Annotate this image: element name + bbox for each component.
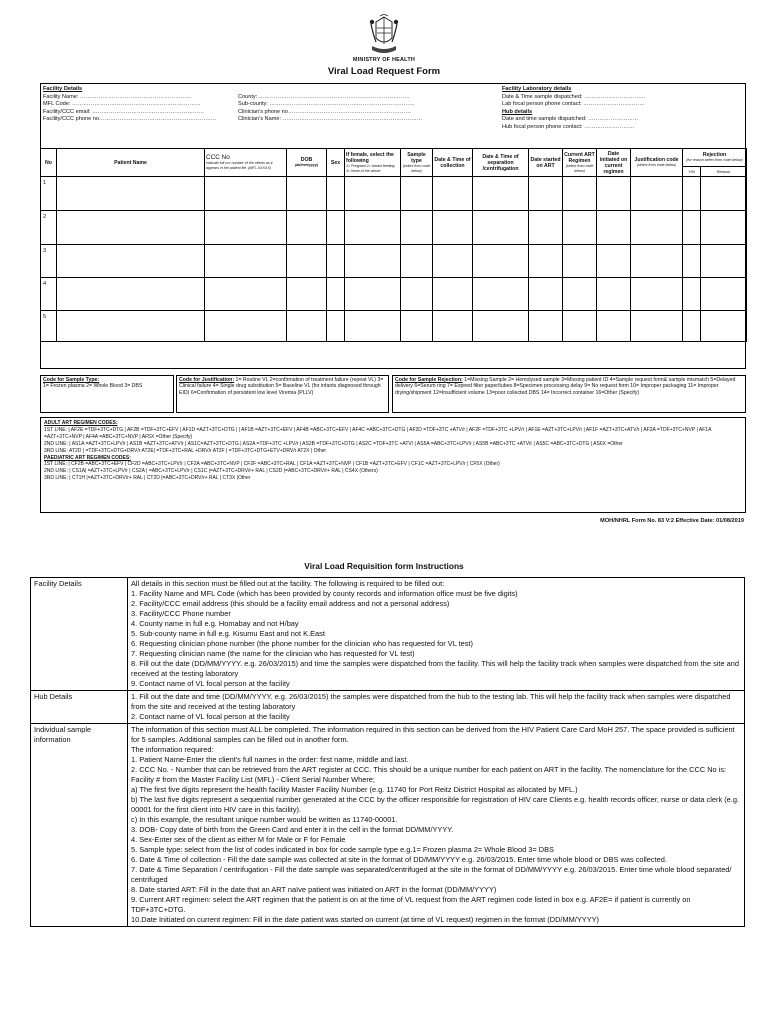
sample-row: [41, 177, 747, 211]
sample-cell[interactable]: [529, 311, 563, 342]
sample-cell[interactable]: [287, 245, 327, 278]
col-date-initiated: Date initiated on current regimen: [597, 149, 631, 177]
col-current-art: [563, 149, 597, 177]
dob-note: (dd/mm/yyyy): [294, 163, 319, 168]
row-number: 5: [41, 311, 57, 342]
clinician-name-field[interactable]: Clinician's Name: …………………………………………………………………: [238, 116, 423, 123]
current-art-note: (select from code below): [565, 164, 594, 173]
paed-third-line: 3RD LINE: | CT1H |=AZT+3TC+DRV/r+ RAL | CT2D |=ABC+3TC+DRV/r+ RAL | CT3X |Other: [44, 475, 251, 482]
instruction-line: 8. Date started ART: Fill in the date that an ART naïve patient was initiated on ART in the format (DD/MM/YYYY): [131, 885, 497, 894]
rejection-note: (for reason select from code below): [686, 158, 743, 163]
sample-cell[interactable]: [433, 177, 473, 211]
col-date-separation: Date & Time of separation /centrifugation: [473, 149, 529, 177]
sample-cell[interactable]: [683, 177, 701, 211]
row-number: 4: [41, 278, 57, 311]
sample-cell[interactable]: [473, 311, 529, 342]
ministry-heading: MINISTRY OF HEALTH: [352, 57, 416, 63]
sample-cell[interactable]: [287, 278, 327, 311]
adult-regimen-heading: ADULT ART REGIMEN CODES:: [44, 420, 118, 426]
facility-details-heading: Facility Details: [43, 86, 83, 92]
paed-regimen-heading: PAEDIATRIC ART REGIMEN CODES:: [44, 454, 131, 461]
col-female: [345, 149, 401, 177]
instruction-section: [31, 724, 745, 927]
sample-cell[interactable]: [597, 245, 631, 278]
female-note: 1= Pregnant 2= breast feeding 3= None of the above: [346, 164, 395, 173]
paed-second-line: 2ND LINE: | CS1A| =AZT+3TC+LPV/r | CS2A | =ABC+3TC+LPV/r | CS1C |=AZT+3TC+DRV/r+ RAL | CS2D |=ABC+3TC+DRV/r+ RAL | CS4X (Others): [44, 468, 378, 475]
sample-cell[interactable]: [345, 311, 401, 342]
instruction-line: 2. Contact name of VL focal person at the facility: [131, 712, 290, 721]
sample-cell[interactable]: [433, 245, 473, 278]
sample-cell[interactable]: [205, 278, 287, 311]
adult-second-line: 2ND LINE: | AS1A =AZT+3TC+LPV/r | AS1B =AZT+3TC+ATV/r | AS1C=AZT+3TC+DTG | AS2A =TDF+3TC +LPV/r | AS2B =TDF+3TC+DTG | AS2C =TDF+3TC +ATV/ | AS5A =ABC+3TC+LPV/r | AS5B =ABC+3TC +ATV/r | AS5C =ABC+3TC+DTG | AS6X =Other: [44, 440, 623, 447]
coat-of-arms-emblem: [368, 14, 400, 56]
col-justification: [631, 149, 683, 177]
col-no: No: [41, 149, 57, 177]
sample-cell[interactable]: [327, 311, 345, 342]
row-number: 1: [41, 177, 57, 211]
sample-cell[interactable]: [701, 278, 747, 311]
form-title: Viral Load Request Form: [327, 66, 441, 77]
current-art-label: Current ART Regimen: [564, 152, 595, 165]
sample-cell[interactable]: [563, 177, 597, 211]
sample-cell[interactable]: [205, 177, 287, 211]
sample-cell[interactable]: [529, 245, 563, 278]
facility-phone-field[interactable]: Facility/CCC phone no………………………………………………………: [43, 116, 217, 123]
facility-email-field[interactable]: Facility/CCC email: ……………………………………………………: [43, 108, 204, 115]
instruction-line: 6. Date & Time of collection - Fill the date sample was collected at site in the format of DD/MM/YYYY e.g. 26/03/2015. Enter time whole blood or DBS was collected.: [131, 855, 667, 864]
lab-focal-phone-field[interactable]: Lab focal person phone contact: ……………………………: [502, 101, 645, 108]
justification-code-box: [176, 375, 389, 413]
sample-cell[interactable]: [401, 311, 433, 342]
sample-cell[interactable]: [205, 211, 287, 245]
sample-cell[interactable]: [597, 278, 631, 311]
instruction-section: [31, 691, 745, 724]
instruction-line: 10.Date Initiated on current regimen: Fill in the date patient was started on current (at time of VL request) regimen in the format (DD/MM/YYYY): [131, 915, 600, 924]
sample-cell[interactable]: [701, 211, 747, 245]
col-patient-name: Patient Name: [57, 149, 205, 177]
sample-cell[interactable]: [473, 177, 529, 211]
col-ccc-no: [205, 149, 287, 177]
sample-cell[interactable]: [57, 278, 205, 311]
sample-cell[interactable]: [631, 245, 683, 278]
adult-third-line: 3RD LINE: AT2D | =TDF+3TC+DTG+DRV/r AT2E| =TDF+3TC+RAL +DRV/r AT2F | =TDF+3TC+DTG+ETV+DRV/r AT2X | Other: [44, 447, 327, 454]
instruction-section-body: [128, 578, 745, 691]
instruction-line: The information required:: [131, 745, 214, 754]
sample-cell[interactable]: [683, 245, 701, 278]
sample-cell[interactable]: [563, 211, 597, 245]
sample-cell[interactable]: [631, 311, 683, 342]
sample-cell[interactable]: [327, 177, 345, 211]
form-number: MOH/NHRL Form No. 83 V:2 Effective Date: 01/08/2019: [600, 518, 744, 524]
instruction-line: b) The last five digits represent a sequential number generated at the CCC by the officer responsible for registration of HIV care Clients e.g. health records officer, nurse or data clerk (e.g. 00001 for the first client into HIV care in this facility).: [131, 795, 739, 814]
instruction-line: 1. Patient Name-Enter the client's full names in the order: first name, middle and last.: [131, 755, 409, 764]
sample-cell[interactable]: [597, 177, 631, 211]
sample-cell[interactable]: [563, 278, 597, 311]
instruction-line: 5. Sub-county name in full e.g. Kisumu East and not K.East: [131, 629, 325, 638]
lab-details-heading: Facility Laboratory details: [502, 86, 572, 92]
sample-cell[interactable]: [205, 245, 287, 278]
lab-hub-details: [502, 86, 646, 132]
sample-row: [41, 245, 747, 278]
instruction-line: 4. County name in full e.g. Homabay and not H/bay: [131, 619, 299, 628]
sample-cell[interactable]: [57, 245, 205, 278]
sample-cell[interactable]: [287, 177, 327, 211]
sample-cell[interactable]: [683, 311, 701, 342]
rejection-code-title: Code for Sample Rejection:: [395, 377, 463, 383]
instruction-line: 1. Fill out the date and time (DD/MM/YYYY. e.g. 26/03/2015) the samples were dispatched from the hub to the testing lab. This will help the facility track when samples were dispatched from the site and received at the testing laboratory: [131, 692, 731, 711]
rejection-code-text: 1=Missing Sample 2= Hemolysed sample 3=Missing patient ID 4=Sample request form& sample mismatch 5=Delayed delivery 6=Serum ring 7= Expired filter paper/tubes 8=Specimen processing delay 9= No request form 10= Improper packaging 11= Improper drying/shipment 12=Insufficient volume 13=poor collected DBS 14= Incorrect container 16=Other (Specify): [395, 377, 736, 396]
sample-cell[interactable]: [327, 245, 345, 278]
instructions-title: Viral Load Requisition form Instructions: [304, 561, 464, 571]
sample-cell[interactable]: [433, 311, 473, 342]
sample-cell[interactable]: [401, 177, 433, 211]
instruction-line: 8. Fill out the date (DD/MM/YYYY. e.g. 26/03/2015) and time the samples were dispatched from the facility. This will help the facility track when samples were dispatched from the site and received at the testing laboratory: [131, 659, 739, 678]
justification-label: Justification code: [634, 157, 679, 164]
sample-type-code-title: Code for Sample Type:: [43, 377, 100, 383]
instruction-line: 7. Date & Time Separation / centrifugation - Fill the date sample was separated/centrifuged at the site in the format of DD/MM/YYYY e.g. 26/03/2015. Enter time whole blood separated/ centrifuged: [131, 865, 732, 884]
sample-cell[interactable]: [401, 245, 433, 278]
sample-cell[interactable]: [631, 278, 683, 311]
mfl-code-field[interactable]: MFL Code: ……………………………………………………………: [43, 101, 201, 108]
adult-first-line: 1ST LINE: | AF2E =TDF+3TC+DTG | AF2B =TDF+3TC+EFV | AF1D =AZT+3TC+DTG | | AF1B =AZT+3TC+EFV | AF4B =ABC+3TC+EFV | AF4C =ABC+3TC+DTG | AF2D =TDF+3TC +ATV/r | AF2F =TDF+3TC +LPV/r | AF1E =AZT+3TC+LPV/r | AF1F =AZT+3TC+ATV/r | AF2A =TDF+3TC+NVP | AF1A =AZT+3TC+NVP | AF4A =ABC+3TC+NVP | AF5X =Other (Specify): [44, 426, 712, 440]
sample-cell[interactable]: [563, 311, 597, 342]
rejection-code-box: [392, 375, 746, 413]
instruction-line: 6. Requesting clinician phone number (the phone number for the clinician who has requested for VL test): [131, 639, 473, 648]
sample-cell[interactable]: [345, 245, 401, 278]
sample-cell[interactable]: [401, 278, 433, 311]
sample-row: [41, 211, 747, 245]
sample-cell[interactable]: [597, 211, 631, 245]
sample-cell[interactable]: [473, 278, 529, 311]
col-date-collection: Date & Time of collection: [433, 149, 473, 177]
instruction-line: 3. DOB- Copy date of birth from the Green Card and enter it in the cell in the format DD/MM/YYYY.: [131, 825, 454, 834]
dob-label: DOB: [300, 157, 313, 164]
sample-cell[interactable]: [701, 245, 747, 278]
sample-table: [40, 148, 747, 342]
sample-cell[interactable]: [563, 245, 597, 278]
instruction-line: 2. Facility/CCC email address (this should be a facility email address and not a personal address): [131, 599, 450, 608]
instruction-line: 4. Sex-Enter sex of the client as either M for Male or F for Female: [131, 835, 346, 844]
ccc-no-note: Indicate full ccc number of the clients as it appears in the patient file. (MFL-XXXXX): [206, 161, 273, 170]
justification-code-text: 1= Routine VL 2=confirmation of treatment failure (repeat VL) 3= Clinical failure 4= Single drug substitution 5= Baseline VL (for infants diagnosed through EID) 6=Confirmation of persistent low level Viremia (PLLV): [179, 377, 384, 396]
sample-cell[interactable]: [683, 211, 701, 245]
sample-cell[interactable]: [433, 278, 473, 311]
sample-cell[interactable]: [57, 311, 205, 342]
sample-type-note: (select from code below): [402, 164, 431, 173]
sample-cell[interactable]: [529, 177, 563, 211]
sample-type-label: Sample type: [407, 152, 426, 165]
col-sex: Sex: [327, 149, 345, 177]
facility-details-middle: [238, 94, 422, 124]
sample-cell[interactable]: [701, 311, 747, 342]
sample-cell[interactable]: [529, 211, 563, 245]
sample-cell[interactable]: [683, 278, 701, 311]
instruction-line: 9. Contact name of VL focal person at the facility: [131, 679, 290, 688]
col-rejection-reason: Reason: [701, 167, 747, 177]
instruction-section-body: [128, 724, 745, 927]
instruction-section: [31, 578, 745, 691]
instruction-line: 2. CCC No. - Number that can be retrieved from the ART register at CCC. This should be a unique number for each patient on ART in the facility. The nomenclature for the CCC No is: Facility # from the Master Facility List (MFL) - Client Serial Number Where;: [131, 765, 727, 784]
lab-dispatch-field[interactable]: Date & Time sample dispatched: ……………………………: [502, 93, 646, 100]
sample-cell[interactable]: [473, 245, 529, 278]
sample-type-code-box: [40, 375, 174, 413]
paed-first-line: 1ST LINE: | CF2B =ABC+3TC+EFV | CF2D =ABC+3TC+LPV/r | CF2A =ABC+3TC+NVP | CF2F =ABC+3TC+RAL | CF1A =AZT+3TC+NVP | CF1B =AZT+3TC+EFV | CF1C =AZT+3TC+LPV/r | CF5X (Other): [44, 461, 500, 468]
sample-cell[interactable]: [327, 278, 345, 311]
instruction-line: The information of this section must ALL be completed. The information required in this section can be derived from the HIV Patient Care Card MoH 257. The space provided is sufficient for 5 samples. Additional samples can be filled out in another form.: [131, 725, 735, 744]
sample-row: [41, 278, 747, 311]
sample-cell[interactable]: [287, 311, 327, 342]
instruction-section-label: Hub Details: [31, 691, 128, 724]
row-number: 3: [41, 245, 57, 278]
sample-cell[interactable]: [57, 177, 205, 211]
sample-cell[interactable]: [597, 311, 631, 342]
ccc-no-label: CCC No: [206, 154, 230, 162]
sample-cell[interactable]: [433, 211, 473, 245]
hub-details-heading: Hub details: [502, 108, 533, 115]
instruction-line: 9. Current ART regimen: select the ART regimen that the patient is on at the time of VL request from the ART regimen code listed in box e.g. AF2E= if patient is currently on TDF+3TC+DTG.: [131, 895, 691, 914]
sample-cell[interactable]: [57, 211, 205, 245]
clinician-phone-field[interactable]: Clinician's phone no…………………………………………………………: [238, 108, 411, 115]
instruction-line: All details in this section must be filled out at the facility. The following is required to be filled out:: [131, 579, 445, 588]
sample-row: [41, 311, 747, 342]
sample-cell[interactable]: [473, 211, 529, 245]
sample-cell[interactable]: [401, 211, 433, 245]
instruction-section-body: [128, 691, 745, 724]
facility-name-field[interactable]: Facility Name: ……………………………………………………: [43, 93, 192, 100]
justification-note: (select from code below): [636, 163, 677, 168]
rejection-label: Rejection: [702, 152, 727, 159]
sample-cell[interactable]: [327, 211, 345, 245]
female-label: If female, select the following: [346, 152, 394, 165]
instruction-line: c) In this example, the resultant unique number would be written as 11740-00001.: [131, 815, 398, 824]
sample-cell[interactable]: [345, 177, 401, 211]
sample-cell[interactable]: [631, 177, 683, 211]
col-rejection: [683, 149, 747, 167]
instruction-section-label: Facility Details: [31, 578, 128, 691]
instruction-line: 1. Facility Name and MFL Code (which has been provided by county records and information office must be five digits): [131, 589, 518, 598]
county-field[interactable]: County: ………………………………………………………………………: [238, 93, 410, 100]
col-rejection-yn: Y/N: [683, 167, 701, 177]
hub-focal-phone-field[interactable]: Hub focal person phone contact: ………………………: [502, 123, 635, 130]
hub-dispatch-field[interactable]: Date and time sample dispatched: ………………………: [502, 116, 639, 123]
justification-code-title: Code for Justification:: [179, 377, 235, 383]
facility-details-left: [43, 86, 216, 124]
instructions-table: [30, 577, 745, 927]
regimen-codes-box: [40, 417, 746, 513]
sample-cell[interactable]: [345, 278, 401, 311]
sample-cell[interactable]: [631, 211, 683, 245]
sample-cell[interactable]: [345, 211, 401, 245]
sample-cell[interactable]: [205, 311, 287, 342]
col-dob: [287, 149, 327, 177]
instruction-line: 5. Sample type: select from the list of codes indicated in box for code sample type e.g.1= Frozen plasma 2= Whole Blood 3= DBS: [131, 845, 554, 854]
row-number: 2: [41, 211, 57, 245]
instruction-line: a) The first five digits represent the health facility Master Facility Number (e.g. 11740 for Port Reitz District Hospital as allocated by MFL.): [131, 785, 578, 794]
sample-type-code-text: 1= Frozen plasma 2= Whole Blood 3= DBS: [43, 383, 143, 390]
instruction-line: 7. Requesting clinician name (the name for the clinician who has requested for VL test): [131, 649, 415, 658]
col-sample-type: [401, 149, 433, 177]
instruction-section-label: Individual sample information: [31, 724, 128, 927]
sample-cell[interactable]: [701, 177, 747, 211]
col-date-started: Date started on ART: [529, 149, 563, 177]
sub-county-field[interactable]: Sub-county: ……………………………………………………………………: [238, 101, 415, 108]
sample-cell[interactable]: [287, 211, 327, 245]
sample-cell[interactable]: [529, 278, 563, 311]
instruction-line: 3. Facility/CCC Phone number: [131, 609, 231, 618]
